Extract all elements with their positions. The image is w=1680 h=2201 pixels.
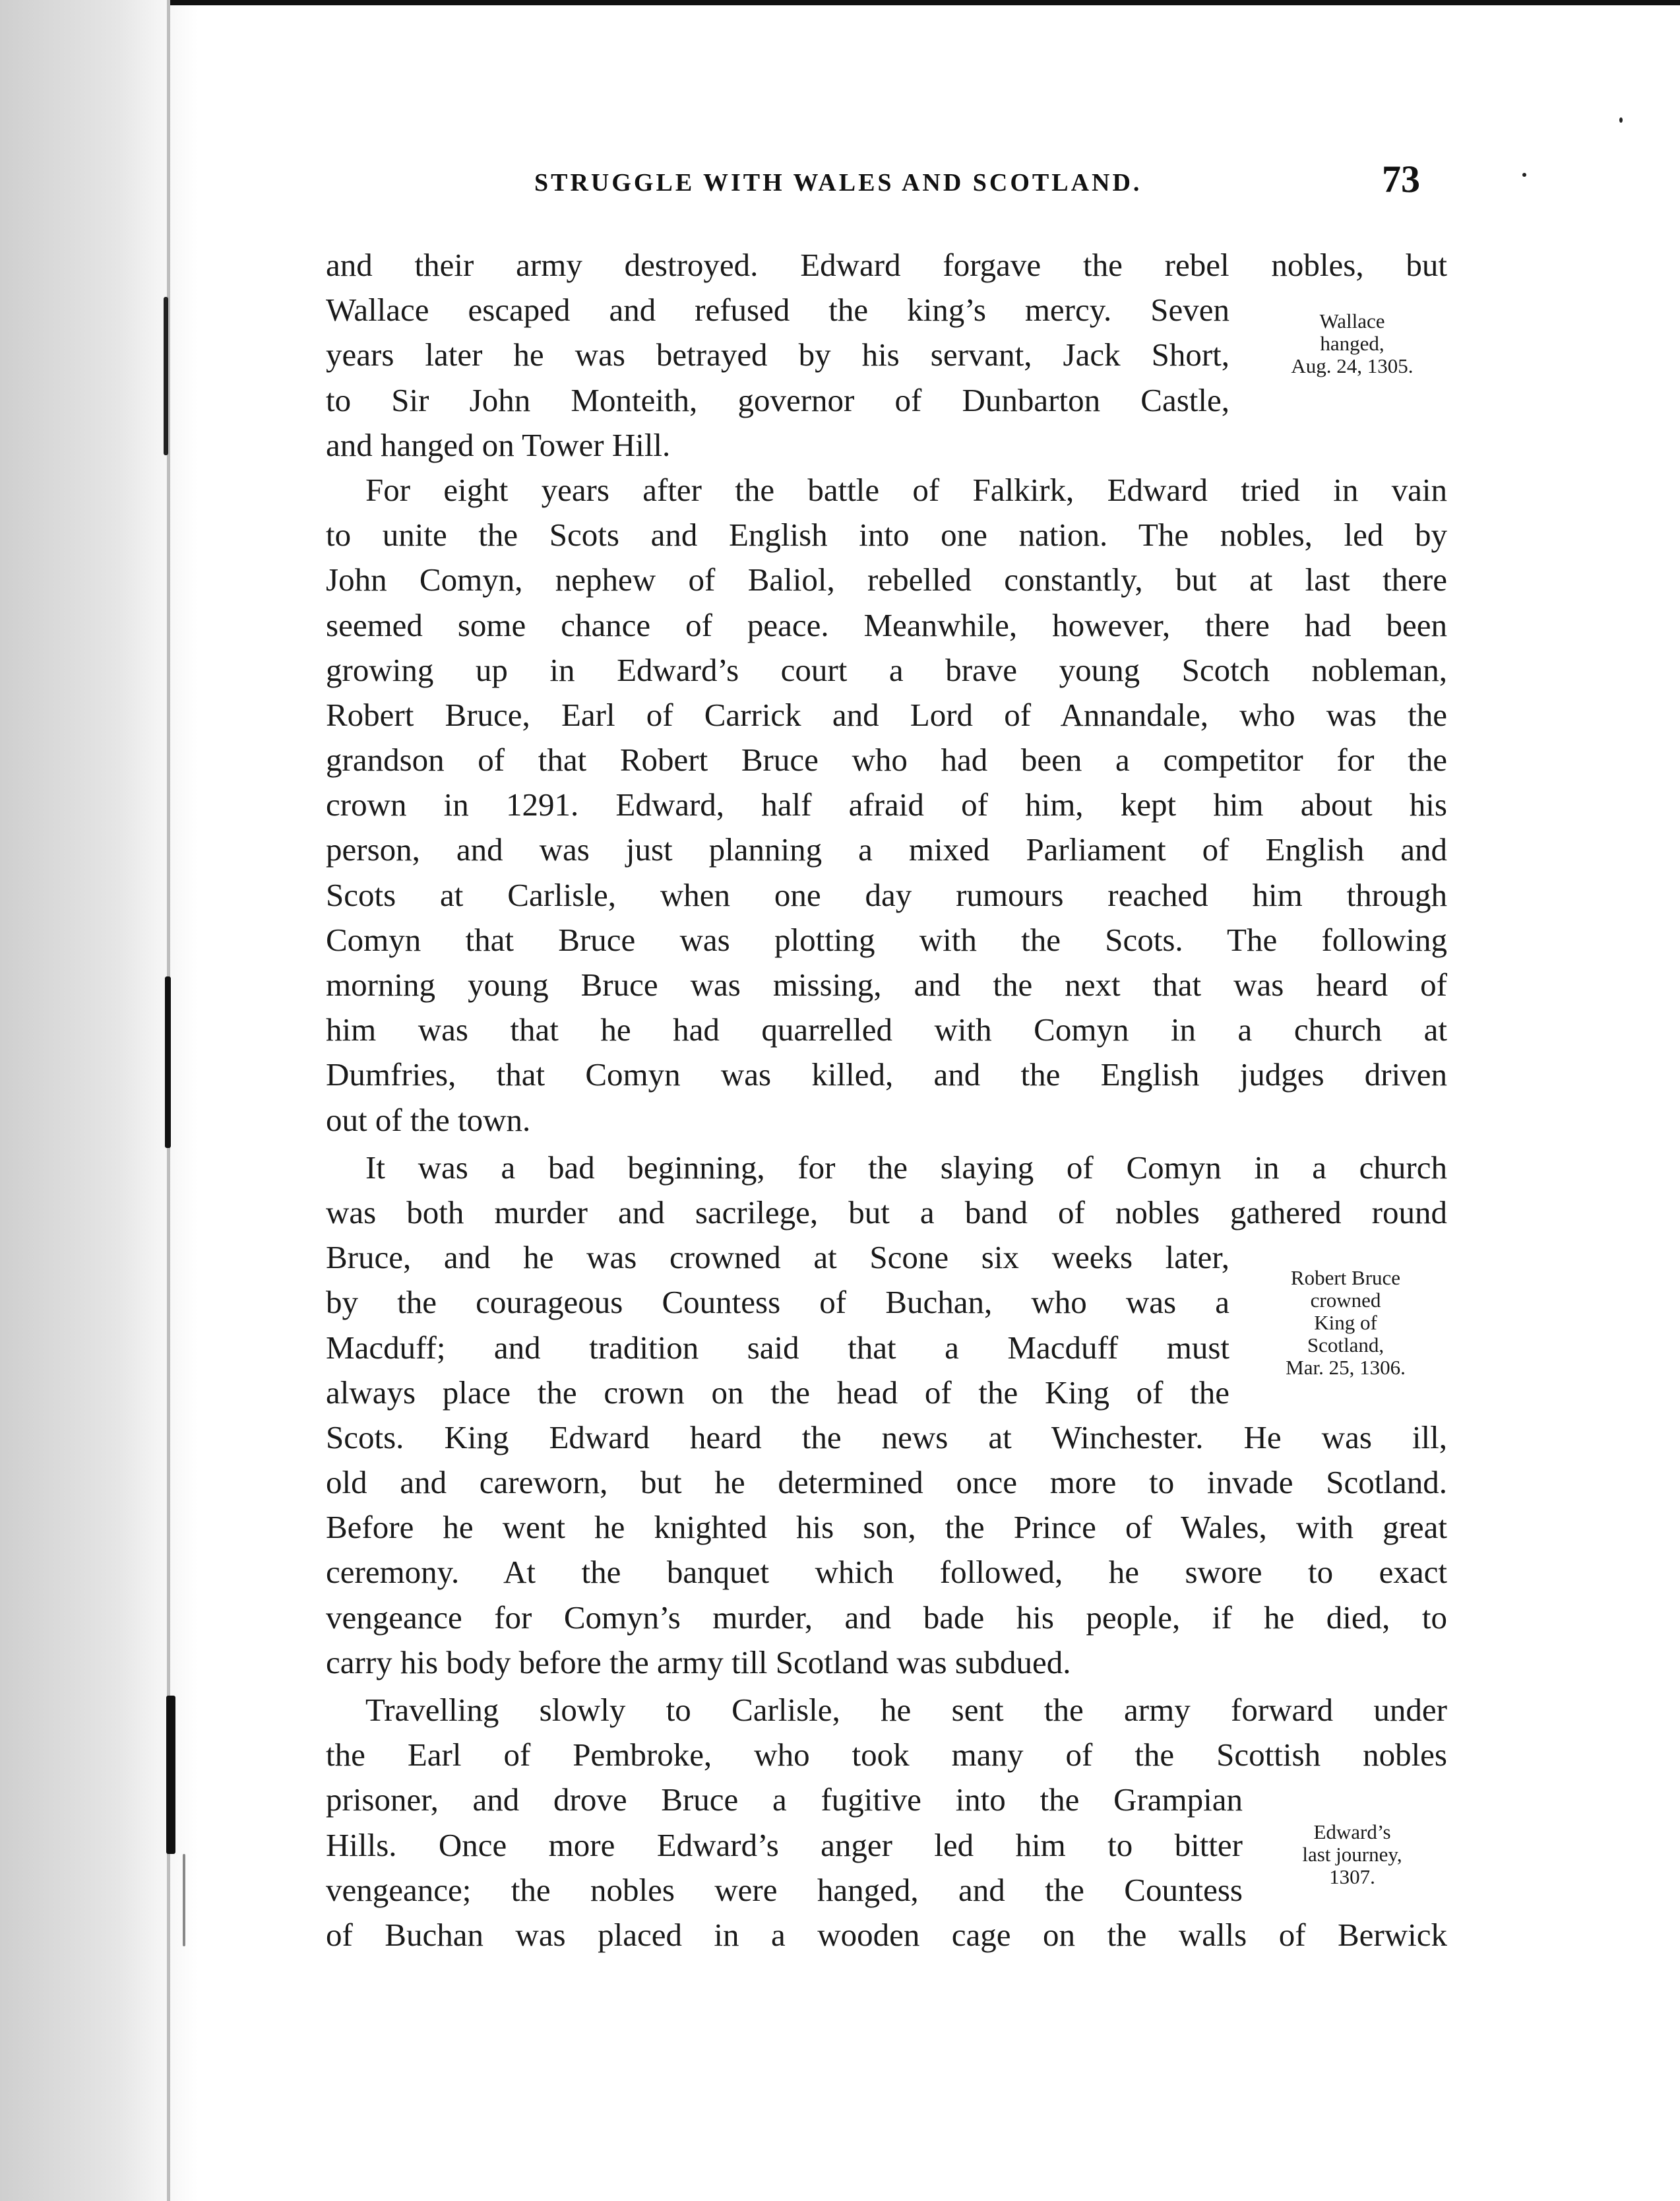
text-line: seemed some chance of peace. Meanwhile, however, there had been: [326, 606, 1447, 643]
binding-mark: [183, 1854, 185, 1946]
running-head: STRUGGLE WITH WALES AND SCOTLAND.: [534, 169, 1142, 197]
text-line: of Buchan was placed in a wooden cage on the walls of Berwick: [326, 1916, 1447, 1953]
text-line: Scots. King Edward heard the news at Winchester. He was ill,: [326, 1419, 1447, 1455]
sidenote-line: hanged,: [1320, 332, 1384, 355]
sidenote-line: Scotland,: [1307, 1333, 1384, 1356]
text-line: Robert Bruce, Earl of Carrick and Lord of Annandale, who was the: [326, 696, 1447, 733]
sidenote-line: King of: [1314, 1311, 1377, 1334]
text-line: vengeance for Comyn’s murder, and bade his people, if he died, to: [326, 1599, 1447, 1636]
paragraph: [326, 468, 1447, 1143]
text-line: ceremony. At the banquet which followed, he swore to exact: [326, 1554, 1447, 1591]
text-line: and hanged on Tower Hill.: [326, 426, 671, 463]
text-line: growing up in Edward’s court a brave young Scotch nobleman,: [326, 651, 1447, 688]
text-line: Macduff; and tradition said that a Macduff must: [326, 1329, 1229, 1366]
sidenote-line: Mar. 25, 1306.: [1286, 1356, 1406, 1379]
text-line: Bruce, and he was crowned at Scone six weeks later,: [326, 1239, 1229, 1276]
sidenote-line: crowned: [1310, 1289, 1381, 1312]
sidenote-line: 1307.: [1329, 1865, 1375, 1888]
text-line: was both murder and sacrilege, but a band of nobles gathered round: [326, 1194, 1447, 1230]
text-line: and their army destroyed. Edward forgave the rebel nobles, but: [326, 247, 1447, 283]
sidenote-wallace-hanged: [1240, 310, 1464, 377]
text-line: Before he went he knighted his son, the Prince of Wales, with great: [326, 1509, 1447, 1546]
speck: [1619, 117, 1623, 123]
text-line: to Sir John Monteith, governor of Dunbarton Castle,: [326, 381, 1229, 418]
text-line: out of the town.: [326, 1101, 531, 1138]
sidenote-bruce-crowned: [1233, 1267, 1458, 1379]
text-line: For eight years after the battle of Falkirk, Edward tried in vain: [365, 471, 1447, 508]
text-line: years later he was betrayed by his servant, Jack Short,: [326, 336, 1229, 373]
text-line: the Earl of Pembroke, who took many of the Scottish nobles: [326, 1737, 1447, 1773]
text-line: always place the crown on the head of the King of the: [326, 1374, 1229, 1411]
text-line: Hills. Once more Edward’s anger led him to bitter: [326, 1826, 1243, 1863]
sidenote-line: Robert Bruce: [1290, 1266, 1401, 1289]
text-line: grandson of that Robert Bruce who had been a competitor for the: [326, 742, 1447, 779]
text-line: Wallace escaped and refused the king’s mercy. Seven: [326, 292, 1229, 329]
text-line: Comyn that Bruce was plotting with the Scots. The following: [326, 921, 1447, 958]
text-line: crown in 1291. Edward, half afraid of him, kept him about his: [326, 786, 1447, 823]
text-line: old and careworn, but he determined once more to invade Scotland.: [326, 1464, 1447, 1501]
text-line: prisoner, and drove Bruce a fugitive into the Grampian: [326, 1781, 1243, 1818]
sidenote-line: Aug. 24, 1305.: [1291, 354, 1414, 377]
text-line: Travelling slowly to Carlisle, he sent the army forward under: [365, 1692, 1447, 1728]
text-line: carry his body before the army till Scotland was subdued.: [326, 1643, 1071, 1680]
text-line: him was that he had quarrelled with Comyn in a church at: [326, 1011, 1447, 1048]
page-number: 73: [1382, 158, 1420, 201]
text-line: morning young Bruce was missing, and the next that was heard of: [326, 967, 1447, 1003]
scan-top-edge: [170, 0, 1680, 5]
binding-mark: [166, 1696, 175, 1854]
text-line: by the courageous Countess of Buchan, who was a: [326, 1284, 1229, 1321]
speck: [1522, 173, 1526, 177]
sidenote-line: last journey,: [1302, 1843, 1402, 1866]
text-line: person, and was just planning a mixed Parliament of English and: [326, 831, 1447, 868]
text-line: John Comyn, nephew of Baliol, rebelled constantly, but at last there: [326, 561, 1447, 598]
text-line: to unite the Scots and English into one nation. The nobles, led by: [326, 517, 1447, 554]
paragraph: [326, 1145, 1447, 1685]
binding-mark: [165, 976, 171, 1148]
text-line: It was a bad beginning, for the slaying of Comyn in a church: [365, 1149, 1447, 1186]
sidenote-line: Wallace: [1319, 309, 1385, 333]
body-text: [326, 243, 1447, 1958]
text-line: Scots at Carlisle, when one day rumours reached him through: [326, 876, 1447, 913]
text-line: Dumfries, that Comyn was killed, and the English judges driven: [326, 1056, 1447, 1093]
sidenote-line: Edward’s: [1313, 1820, 1391, 1843]
binding-mark: [164, 297, 168, 455]
sidenote-edward-last-journey: [1240, 1821, 1464, 1888]
text-line: vengeance; the nobles were hanged, and the Countess: [326, 1871, 1243, 1908]
